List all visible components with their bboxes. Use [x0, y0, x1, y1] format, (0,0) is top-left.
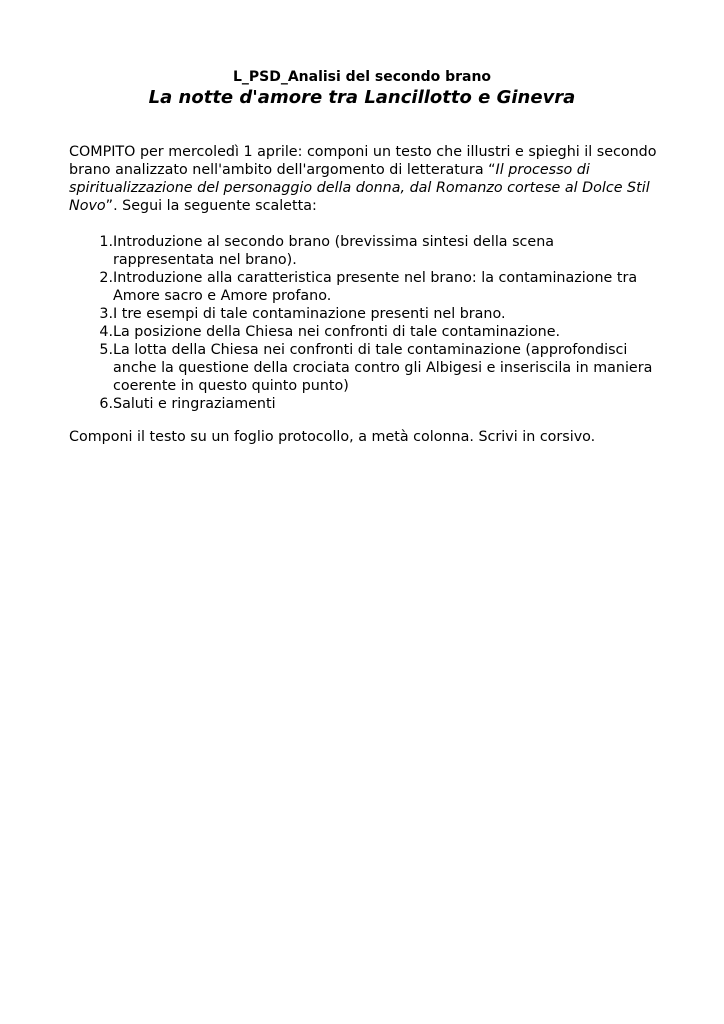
task-outline — [69, 233, 659, 413]
topic-title: Il processo di spiritualizzazione del personaggio della donna, dal Romanzo cortese al Dolce Stil Novo — [69, 162, 650, 214]
list-item — [69, 323, 659, 341]
list-item-text: Introduzione al secondo brano (brevissima sintesi della scena rappresentata nel brano). — [113, 234, 555, 268]
intro-text: COMPITO per mercoledì 1 aprile: componi un testo che illustri e spieghi il secondo brano analizzato nell'ambito dell'argomento di letteratura “ — [69, 144, 657, 178]
document-title: La notte d'amore tra Lancillotto e Ginevra — [148, 87, 576, 108]
intro-text-end: ”. Segui la seguente scaletta: — [105, 198, 317, 214]
document-header — [0, 68, 724, 110]
list-item-text: Saluti e ringraziamenti — [113, 396, 276, 412]
list-item-number: 4. — [99, 324, 113, 340]
list-item-number: 2. — [99, 270, 113, 286]
list-item — [69, 341, 659, 395]
list-item — [69, 395, 659, 413]
list-item-text: I tre esempi di tale contaminazione presenti nel brano. — [113, 306, 506, 322]
list-item — [69, 305, 659, 323]
list-item-number: 1. — [99, 234, 113, 250]
list-item — [69, 233, 659, 269]
list-item-text: La lotta della Chiesa nei confronti di tale contaminazione (approfondisci anche la questione della crociata contro gli Albigesi e inseriscila in maniera coerente in questo quinto punto) — [113, 342, 653, 394]
list-item-number: 6. — [99, 396, 113, 412]
document-code: L_PSD_Analisi del secondo brano — [232, 69, 492, 85]
list-item-number: 5. — [99, 342, 113, 358]
list-item — [69, 269, 659, 305]
closing-instructions: Componi il testo su un foglio protocollo, a metà colonna. Scrivi in corsivo. — [69, 429, 596, 445]
assignment-intro — [69, 143, 659, 215]
list-item-number: 3. — [99, 306, 113, 322]
list-item-text: La posizione della Chiesa nei confronti di tale contaminazione. — [113, 324, 561, 340]
list-item-text: Introduzione alla caratteristica presente nel brano: la contaminazione tra Amore sacro e Amore profano. — [113, 270, 638, 304]
